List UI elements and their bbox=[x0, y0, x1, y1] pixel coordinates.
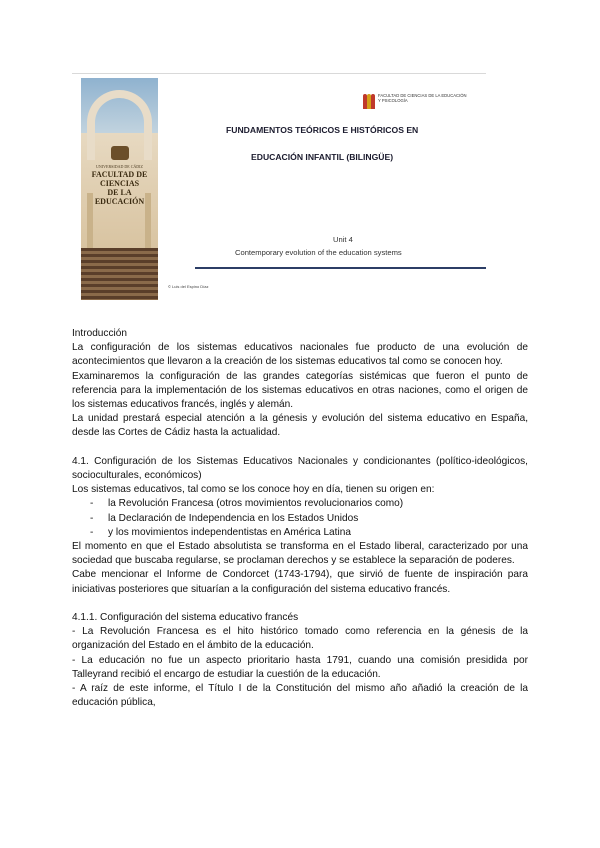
header-top-rule bbox=[72, 73, 486, 74]
faculty-logo bbox=[363, 93, 467, 111]
unit-label: Unit 4 bbox=[333, 235, 353, 244]
photo-faculty-line2: DE LA EDUCACIÓN bbox=[94, 188, 145, 206]
course-title: FUNDAMENTOS TEÓRICOS E HISTÓRICOS EN bbox=[226, 125, 419, 135]
subsection-paragraph: - La Revolución Francesa es el hito histórico tomado como referencia en la génesis de la organización del Estado en el ámbito de la educación. bbox=[72, 626, 528, 652]
photo-pillar bbox=[87, 193, 93, 253]
subsection-heading: 4.1.1. Configuración del sistema educativo francés bbox=[72, 612, 299, 624]
intro-heading: Introducción bbox=[72, 328, 127, 339]
intro-paragraph: La configuración de los sistemas educativos nacionales fue producto de una evolución de acontecimientos que llevaron a la creación de los sistemas educativos tal como se conocen hoy. bbox=[72, 342, 528, 368]
university-emblem-icon bbox=[111, 146, 129, 160]
photo-university-name: UNIVERSIDAD DE CÁDIZ bbox=[96, 164, 143, 169]
origins-list bbox=[72, 497, 528, 540]
section-lead: Los sistemas educativos, tal como se los conoce hoy en día, tienen su origen en: bbox=[72, 484, 435, 496]
course-subtitle: EDUCACIÓN INFANTIL (BILINGÜE) bbox=[251, 152, 394, 162]
intro-paragraph: La unidad prestará especial atención a la génesis y evolución del sistema educativo en España, desde las Cortes de Cádiz hasta la actualidad. bbox=[72, 413, 528, 439]
subsection-paragraph: - La educación no fue un aspecto prioritario hasta 1791, cuando una comisión presidida por Talleyrand recibió el encargo de estudiar la cuestión de la educación. bbox=[72, 654, 528, 680]
section-paragraph: El momento en que el Estado absolutista se transforma en el Estado liberal, caracterizado por una sociedad que buscaba regularse, se proclaman derechos y se establece la separación de poderes. bbox=[72, 541, 528, 567]
photo-credit: © Luis del Espino Díaz bbox=[168, 284, 209, 289]
list-item: - la Declaración de Independencia en los Estados Unidos bbox=[90, 512, 528, 526]
faculty-building-photo bbox=[81, 78, 158, 300]
list-item: - la Revolución Francesa (otros movimientos revolucionarios como) bbox=[90, 497, 528, 511]
unit-divider bbox=[195, 267, 486, 269]
subsection-paragraph: - A raíz de este informe, el Título I de la Constitución del mismo año añadió la creación de la educación pública, bbox=[72, 683, 528, 709]
faculty-logo-icon bbox=[363, 94, 375, 109]
faculty-logo-text: FACULTAD DE CIENCIAS DE LA EDUCACIÓN Y PSICOLOGÍA bbox=[378, 93, 467, 103]
list-item: - y los movimientos independentistas en América Latina bbox=[90, 526, 528, 540]
intro-paragraph: Examinaremos la configuración de las grandes categorías sistémicas que fueron el punto de referencia para la implementación de los sistemas educativos en otras naciones, como el origen de los sistemas educativos francés, inglés y alemán. bbox=[72, 370, 528, 411]
section-heading: 4.1. Configuración de los Sistemas Educativos Nacionales y condicionantes (político-ideológicos, socioculturales, económicos) bbox=[72, 455, 528, 482]
photo-pillar bbox=[145, 193, 151, 253]
unit-title: Contemporary evolution of the education systems bbox=[235, 248, 402, 257]
photo-steps bbox=[81, 248, 158, 300]
section-paragraph: Cabe mencionar el Informe de Condorcet (1743-1794), que sirvió de fuente de inspiración para iniciativas posteriores que situarían a la configuración del sistema educativo francés. bbox=[72, 569, 528, 595]
photo-faculty-line1: FACULTAD DE CIENCIAS bbox=[91, 170, 148, 188]
document-body bbox=[72, 327, 528, 710]
